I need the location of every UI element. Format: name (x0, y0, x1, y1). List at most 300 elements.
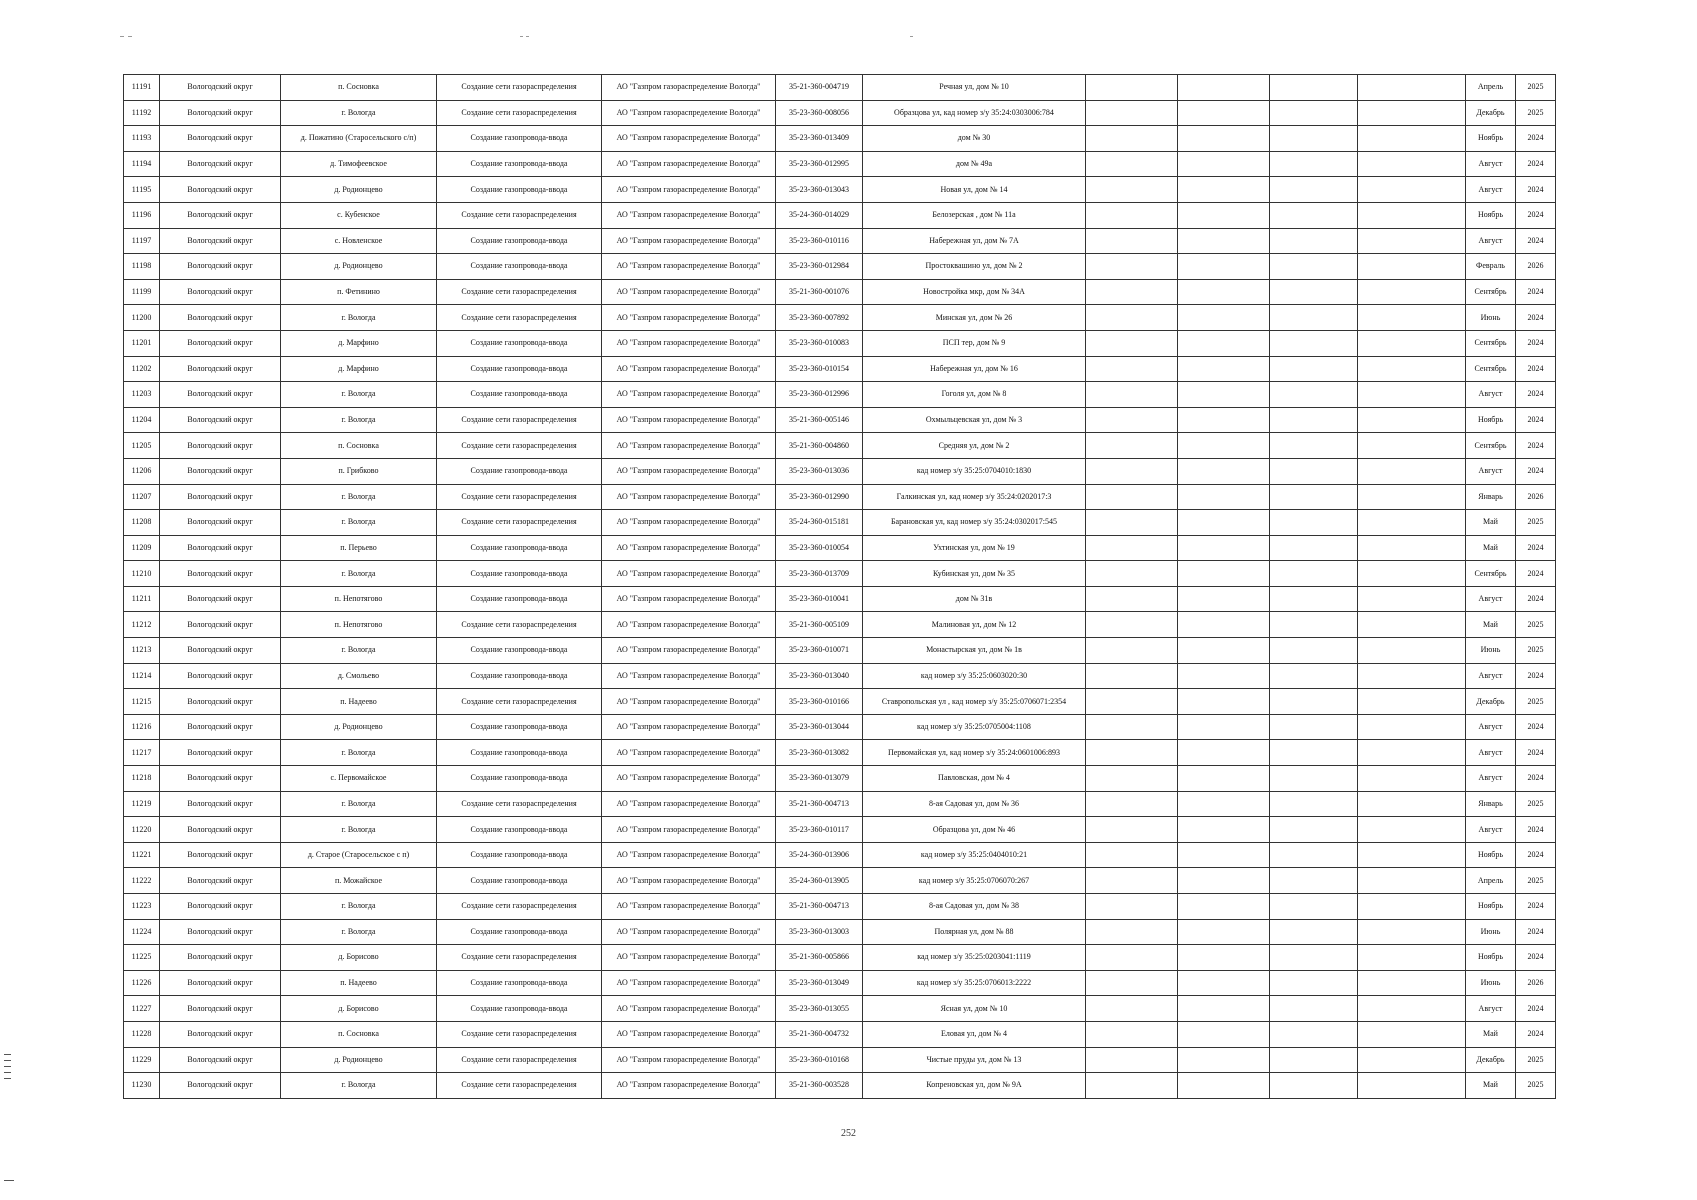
cell-month: Август (1466, 663, 1516, 689)
cell-object-code: 35-23-360-012996 (776, 382, 863, 408)
cell-number: 11194 (124, 151, 160, 177)
cell-work-type: Создание газопровода-ввода (437, 151, 602, 177)
cell-empty (1270, 433, 1358, 459)
cell-month: Апрель (1466, 868, 1516, 894)
cell-organization: АО "Газпром газораспределение Вологда" (602, 279, 776, 305)
cell-organization: АО "Газпром газораспределение Вологда" (602, 202, 776, 228)
cell-empty (1270, 305, 1358, 331)
registry-table (123, 74, 1556, 1099)
cell-address: 8-ая Садовая ул, дом № 38 (863, 894, 1086, 920)
cell-district: Вологодский округ (160, 740, 281, 766)
cell-district: Вологодский округ (160, 535, 281, 561)
cell-month: Ноябрь (1466, 894, 1516, 920)
cell-month: Ноябрь (1466, 126, 1516, 152)
cell-month: Май (1466, 1021, 1516, 1047)
cell-empty (1270, 663, 1358, 689)
cell-object-code: 35-23-360-013043 (776, 177, 863, 203)
table-row (124, 586, 1556, 612)
cell-empty (1358, 75, 1466, 101)
cell-district: Вологодский округ (160, 868, 281, 894)
cell-empty (1178, 382, 1270, 408)
cell-empty (1270, 100, 1358, 126)
cell-empty (1270, 714, 1358, 740)
cell-empty (1358, 1073, 1466, 1099)
cell-empty (1270, 970, 1358, 996)
cell-year: 2025 (1516, 1073, 1556, 1099)
table-row (124, 75, 1556, 101)
table-row (124, 458, 1556, 484)
cell-address: Малиновая ул, дом № 12 (863, 612, 1086, 638)
cell-work-type: Создание сети газораспределения (437, 279, 602, 305)
cell-locality: д. Родионцево (281, 1047, 437, 1073)
cell-empty (1358, 740, 1466, 766)
cell-organization: АО "Газпром газораспределение Вологда" (602, 407, 776, 433)
cell-number: 11197 (124, 228, 160, 254)
cell-address: Речная ул, дом № 10 (863, 75, 1086, 101)
cell-locality: п. Сосновка (281, 1021, 437, 1047)
cell-object-code: 35-23-360-010166 (776, 689, 863, 715)
cell-locality: д. Родионцево (281, 254, 437, 280)
cell-object-code: 35-23-360-013055 (776, 996, 863, 1022)
cell-month: Январь (1466, 791, 1516, 817)
cell-locality: г. Вологда (281, 817, 437, 843)
cell-object-code: 35-24-360-013905 (776, 868, 863, 894)
cell-empty (1270, 407, 1358, 433)
cell-month: Сентябрь (1466, 330, 1516, 356)
cell-locality: д. Борисово (281, 945, 437, 971)
cell-organization: АО "Газпром газораспределение Вологда" (602, 766, 776, 792)
cell-address: дом № 30 (863, 126, 1086, 152)
cell-year: 2024 (1516, 356, 1556, 382)
cell-locality: п. Надеево (281, 689, 437, 715)
cell-empty (1358, 100, 1466, 126)
cell-locality: г. Вологда (281, 382, 437, 408)
cell-month: Июнь (1466, 638, 1516, 664)
cell-locality: п. Фетинино (281, 279, 437, 305)
cell-empty (1086, 484, 1178, 510)
cell-locality: п. Можайское (281, 868, 437, 894)
cell-organization: АО "Газпром газораспределение Вологда" (602, 945, 776, 971)
table-row (124, 1073, 1556, 1099)
cell-work-type: Создание газопровода-ввода (437, 254, 602, 280)
cell-organization: АО "Газпром газораспределение Вологда" (602, 126, 776, 152)
cell-empty (1178, 151, 1270, 177)
cell-address: Барановская ул, кад номер з/у 35:24:0302017:545 (863, 510, 1086, 536)
cell-work-type: Создание сети газораспределения (437, 433, 602, 459)
cell-address: Ставропольская ул , кад номер з/у 35:25:0706071:2354 (863, 689, 1086, 715)
cell-work-type: Создание газопровода-ввода (437, 458, 602, 484)
cell-empty (1178, 919, 1270, 945)
cell-object-code: 35-21-360-005109 (776, 612, 863, 638)
cell-organization: АО "Газпром газораспределение Вологда" (602, 586, 776, 612)
cell-empty (1086, 638, 1178, 664)
cell-empty (1358, 766, 1466, 792)
cell-empty (1086, 894, 1178, 920)
table-row (124, 510, 1556, 536)
cell-empty (1178, 766, 1270, 792)
cell-district: Вологодский округ (160, 330, 281, 356)
cell-object-code: 35-21-360-005146 (776, 407, 863, 433)
cell-empty (1178, 535, 1270, 561)
cell-district: Вологодский округ (160, 842, 281, 868)
cell-number: 11191 (124, 75, 160, 101)
cell-district: Вологодский округ (160, 126, 281, 152)
cell-empty (1178, 254, 1270, 280)
cell-month: Август (1466, 586, 1516, 612)
cell-organization: АО "Газпром газораспределение Вологда" (602, 1021, 776, 1047)
table-row (124, 970, 1556, 996)
cell-work-type: Создание сети газораспределения (437, 894, 602, 920)
cell-month: Май (1466, 1073, 1516, 1099)
cell-object-code: 35-23-360-013040 (776, 663, 863, 689)
cell-month: Ноябрь (1466, 202, 1516, 228)
cell-month: Сентябрь (1466, 561, 1516, 587)
cell-address: кад номер з/у 35:25:0404010:21 (863, 842, 1086, 868)
cell-work-type: Создание газопровода-ввода (437, 561, 602, 587)
cell-organization: АО "Газпром газораспределение Вологда" (602, 612, 776, 638)
cell-empty (1178, 228, 1270, 254)
cell-year: 2024 (1516, 535, 1556, 561)
cell-work-type: Создание газопровода-ввода (437, 126, 602, 152)
cell-district: Вологодский округ (160, 279, 281, 305)
cell-organization: АО "Газпром газораспределение Вологда" (602, 1047, 776, 1073)
cell-number: 11215 (124, 689, 160, 715)
cell-work-type: Создание газопровода-ввода (437, 996, 602, 1022)
cell-object-code: 35-23-360-013082 (776, 740, 863, 766)
cell-work-type: Создание газопровода-ввода (437, 714, 602, 740)
cell-organization: АО "Газпром газораспределение Вологда" (602, 894, 776, 920)
cell-number: 11208 (124, 510, 160, 536)
cell-address: Образцова ул, дом № 46 (863, 817, 1086, 843)
cell-empty (1086, 330, 1178, 356)
cell-year: 2026 (1516, 254, 1556, 280)
cell-month: Июнь (1466, 970, 1516, 996)
cell-organization: АО "Газпром газораспределение Вологда" (602, 382, 776, 408)
cell-locality: п. Сосновка (281, 433, 437, 459)
cell-empty (1086, 740, 1178, 766)
cell-number: 11227 (124, 996, 160, 1022)
cell-empty (1270, 75, 1358, 101)
cell-number: 11222 (124, 868, 160, 894)
table-row (124, 151, 1556, 177)
cell-district: Вологодский округ (160, 510, 281, 536)
cell-locality: г. Вологда (281, 919, 437, 945)
cell-locality: п. Непотягово (281, 586, 437, 612)
cell-district: Вологодский округ (160, 382, 281, 408)
cell-empty (1178, 202, 1270, 228)
cell-object-code: 35-24-360-013906 (776, 842, 863, 868)
cell-empty (1270, 561, 1358, 587)
cell-number: 11225 (124, 945, 160, 971)
cell-number: 11193 (124, 126, 160, 152)
cell-empty (1086, 202, 1178, 228)
table-row (124, 996, 1556, 1022)
cell-work-type: Создание газопровода-ввода (437, 766, 602, 792)
cell-empty (1270, 177, 1358, 203)
cell-address: Павловская, дом № 4 (863, 766, 1086, 792)
cell-empty (1270, 842, 1358, 868)
cell-organization: АО "Газпром газораспределение Вологда" (602, 484, 776, 510)
cell-address: Новая ул, дом № 14 (863, 177, 1086, 203)
cell-address: 8-ая Садовая ул, дом № 36 (863, 791, 1086, 817)
cell-organization: АО "Газпром газораспределение Вологда" (602, 75, 776, 101)
cell-empty (1178, 484, 1270, 510)
cell-empty (1086, 919, 1178, 945)
cell-organization: АО "Газпром газораспределение Вологда" (602, 1073, 776, 1099)
cell-year: 2024 (1516, 177, 1556, 203)
cell-empty (1086, 151, 1178, 177)
cell-address: Копреновская ул, дом № 9А (863, 1073, 1086, 1099)
table-row (124, 945, 1556, 971)
cell-organization: АО "Газпром газораспределение Вологда" (602, 868, 776, 894)
cell-year: 2024 (1516, 126, 1556, 152)
cell-month: Август (1466, 458, 1516, 484)
cell-month: Август (1466, 740, 1516, 766)
cell-district: Вологодский округ (160, 458, 281, 484)
cell-work-type: Создание сети газораспределения (437, 945, 602, 971)
cell-empty (1178, 817, 1270, 843)
cell-district: Вологодский округ (160, 638, 281, 664)
cell-empty (1270, 279, 1358, 305)
table-row (124, 919, 1556, 945)
cell-month: Август (1466, 228, 1516, 254)
cell-empty (1086, 228, 1178, 254)
cell-locality: д. Родионцево (281, 714, 437, 740)
cell-empty (1086, 100, 1178, 126)
table-row (124, 433, 1556, 459)
table-row (124, 868, 1556, 894)
cell-organization: АО "Газпром газораспределение Вологда" (602, 305, 776, 331)
cell-empty (1086, 586, 1178, 612)
cell-empty (1086, 177, 1178, 203)
cell-empty (1270, 382, 1358, 408)
cell-empty (1086, 305, 1178, 331)
cell-number: 11226 (124, 970, 160, 996)
page-number: 252 (841, 1128, 856, 1139)
cell-empty (1270, 1021, 1358, 1047)
cell-empty (1270, 330, 1358, 356)
table-row (124, 638, 1556, 664)
cell-empty (1178, 996, 1270, 1022)
cell-organization: АО "Газпром газораспределение Вологда" (602, 100, 776, 126)
cell-empty (1178, 612, 1270, 638)
cell-locality: д. Смольево (281, 663, 437, 689)
cell-empty (1358, 817, 1466, 843)
cell-empty (1178, 868, 1270, 894)
cell-district: Вологодский округ (160, 484, 281, 510)
cell-object-code: 35-23-360-013044 (776, 714, 863, 740)
cell-work-type: Создание газопровода-ввода (437, 586, 602, 612)
cell-empty (1178, 279, 1270, 305)
cell-month: Январь (1466, 484, 1516, 510)
cell-object-code: 35-23-360-013003 (776, 919, 863, 945)
cell-month: Июнь (1466, 919, 1516, 945)
cell-work-type: Создание сети газораспределения (437, 689, 602, 715)
cell-object-code: 35-21-360-004860 (776, 433, 863, 459)
cell-year: 2024 (1516, 714, 1556, 740)
cell-year: 2025 (1516, 638, 1556, 664)
cell-empty (1178, 433, 1270, 459)
cell-object-code: 35-23-360-010054 (776, 535, 863, 561)
cell-address: кад номер з/у 35:25:0704010:1830 (863, 458, 1086, 484)
table-row (124, 100, 1556, 126)
cell-number: 11216 (124, 714, 160, 740)
cell-organization: АО "Газпром газораспределение Вологда" (602, 433, 776, 459)
cell-year: 2025 (1516, 75, 1556, 101)
cell-year: 2025 (1516, 791, 1556, 817)
cell-empty (1270, 1073, 1358, 1099)
cell-year: 2024 (1516, 305, 1556, 331)
cell-empty (1178, 663, 1270, 689)
cell-organization: АО "Газпром газораспределение Вологда" (602, 817, 776, 843)
registry-table-body (124, 75, 1556, 1099)
cell-empty (1086, 868, 1178, 894)
cell-district: Вологодский округ (160, 586, 281, 612)
table-row (124, 740, 1556, 766)
table-row (124, 612, 1556, 638)
cell-year: 2025 (1516, 100, 1556, 126)
cell-locality: п. Надеево (281, 970, 437, 996)
cell-locality: г. Вологда (281, 305, 437, 331)
cell-month: Сентябрь (1466, 433, 1516, 459)
cell-district: Вологодский округ (160, 689, 281, 715)
cell-empty (1358, 510, 1466, 536)
cell-address: Ясная ул, дом № 10 (863, 996, 1086, 1022)
cell-month: Май (1466, 535, 1516, 561)
cell-month: Август (1466, 382, 1516, 408)
cell-empty (1086, 766, 1178, 792)
cell-number: 11200 (124, 305, 160, 331)
cell-organization: АО "Газпром газораспределение Вологда" (602, 842, 776, 868)
table-row (124, 561, 1556, 587)
cell-organization: АО "Газпром газораспределение Вологда" (602, 970, 776, 996)
cell-address: Галкинская ул, кад номер з/у 35:24:0202017:3 (863, 484, 1086, 510)
cell-locality: д. Борисово (281, 996, 437, 1022)
cell-month: Август (1466, 177, 1516, 203)
cell-number: 11219 (124, 791, 160, 817)
cell-locality: г. Вологда (281, 791, 437, 817)
cell-month: Сентябрь (1466, 356, 1516, 382)
cell-organization: АО "Газпром газораспределение Вологда" (602, 689, 776, 715)
cell-district: Вологодский округ (160, 817, 281, 843)
cell-empty (1358, 177, 1466, 203)
cell-empty (1358, 996, 1466, 1022)
cell-empty (1178, 126, 1270, 152)
cell-empty (1358, 407, 1466, 433)
cell-empty (1086, 1073, 1178, 1099)
cell-address: Полярная ул, дом № 88 (863, 919, 1086, 945)
cell-empty (1270, 458, 1358, 484)
cell-year: 2024 (1516, 945, 1556, 971)
table-row (124, 279, 1556, 305)
cell-month: Апрель (1466, 75, 1516, 101)
cell-address: дом № 49а (863, 151, 1086, 177)
cell-year: 2025 (1516, 510, 1556, 536)
cell-district: Вологодский округ (160, 177, 281, 203)
cell-organization: АО "Газпром газораспределение Вологда" (602, 535, 776, 561)
table-row (124, 228, 1556, 254)
cell-number: 11195 (124, 177, 160, 203)
cell-empty (1270, 151, 1358, 177)
cell-work-type: Создание газопровода-ввода (437, 228, 602, 254)
cell-locality: п. Перьево (281, 535, 437, 561)
cell-year: 2024 (1516, 458, 1556, 484)
cell-object-code: 35-23-360-008056 (776, 100, 863, 126)
cell-address: дом № 31в (863, 586, 1086, 612)
cell-address: Монастырская ул, дом № 1в (863, 638, 1086, 664)
cell-locality: д. Марфино (281, 330, 437, 356)
cell-empty (1358, 945, 1466, 971)
cell-work-type: Создание газопровода-ввода (437, 663, 602, 689)
cell-empty (1358, 305, 1466, 331)
cell-empty (1178, 561, 1270, 587)
cell-empty (1358, 1047, 1466, 1073)
cell-district: Вологодский округ (160, 75, 281, 101)
cell-address: Белозерская , дом № 11а (863, 202, 1086, 228)
cell-empty (1178, 1047, 1270, 1073)
cell-number: 11224 (124, 919, 160, 945)
cell-empty (1178, 638, 1270, 664)
cell-object-code: 35-21-360-005866 (776, 945, 863, 971)
cell-empty (1086, 356, 1178, 382)
cell-organization: АО "Газпром газораспределение Вологда" (602, 510, 776, 536)
cell-empty (1086, 382, 1178, 408)
cell-empty (1178, 689, 1270, 715)
cell-object-code: 35-23-360-010117 (776, 817, 863, 843)
cell-organization: АО "Газпром газораспределение Вологда" (602, 919, 776, 945)
corner-mark (4, 1180, 14, 1181)
cell-locality: п. Грибково (281, 458, 437, 484)
cell-year: 2024 (1516, 330, 1556, 356)
cell-number: 11229 (124, 1047, 160, 1073)
cell-district: Вологодский округ (160, 407, 281, 433)
cell-month: Август (1466, 766, 1516, 792)
cell-district: Вологодский округ (160, 202, 281, 228)
table-row (124, 1047, 1556, 1073)
cell-number: 11218 (124, 766, 160, 792)
cell-address: Средняя ул, дом № 2 (863, 433, 1086, 459)
cell-month: Май (1466, 510, 1516, 536)
cell-empty (1178, 945, 1270, 971)
cell-empty (1178, 75, 1270, 101)
cell-month: Февраль (1466, 254, 1516, 280)
cell-empty (1358, 202, 1466, 228)
cell-empty (1086, 791, 1178, 817)
cell-empty (1086, 945, 1178, 971)
table-row (124, 766, 1556, 792)
table-row (124, 305, 1556, 331)
cell-locality: с. Новленское (281, 228, 437, 254)
cell-locality: г. Вологда (281, 510, 437, 536)
table-row (124, 894, 1556, 920)
cell-district: Вологодский округ (160, 561, 281, 587)
cell-empty (1086, 663, 1178, 689)
cell-empty (1358, 279, 1466, 305)
cell-empty (1178, 894, 1270, 920)
cell-district: Вологодский округ (160, 663, 281, 689)
cell-object-code: 35-21-360-004732 (776, 1021, 863, 1047)
cell-work-type: Создание сети газораспределения (437, 510, 602, 536)
cell-month: Ноябрь (1466, 842, 1516, 868)
cell-object-code: 35-23-360-013079 (776, 766, 863, 792)
cell-year: 2024 (1516, 586, 1556, 612)
cell-empty (1270, 996, 1358, 1022)
cell-object-code: 35-23-360-012995 (776, 151, 863, 177)
cell-organization: АО "Газпром газораспределение Вологда" (602, 740, 776, 766)
cell-district: Вологодский округ (160, 1073, 281, 1099)
cell-empty (1270, 586, 1358, 612)
cell-month: Декабрь (1466, 689, 1516, 715)
